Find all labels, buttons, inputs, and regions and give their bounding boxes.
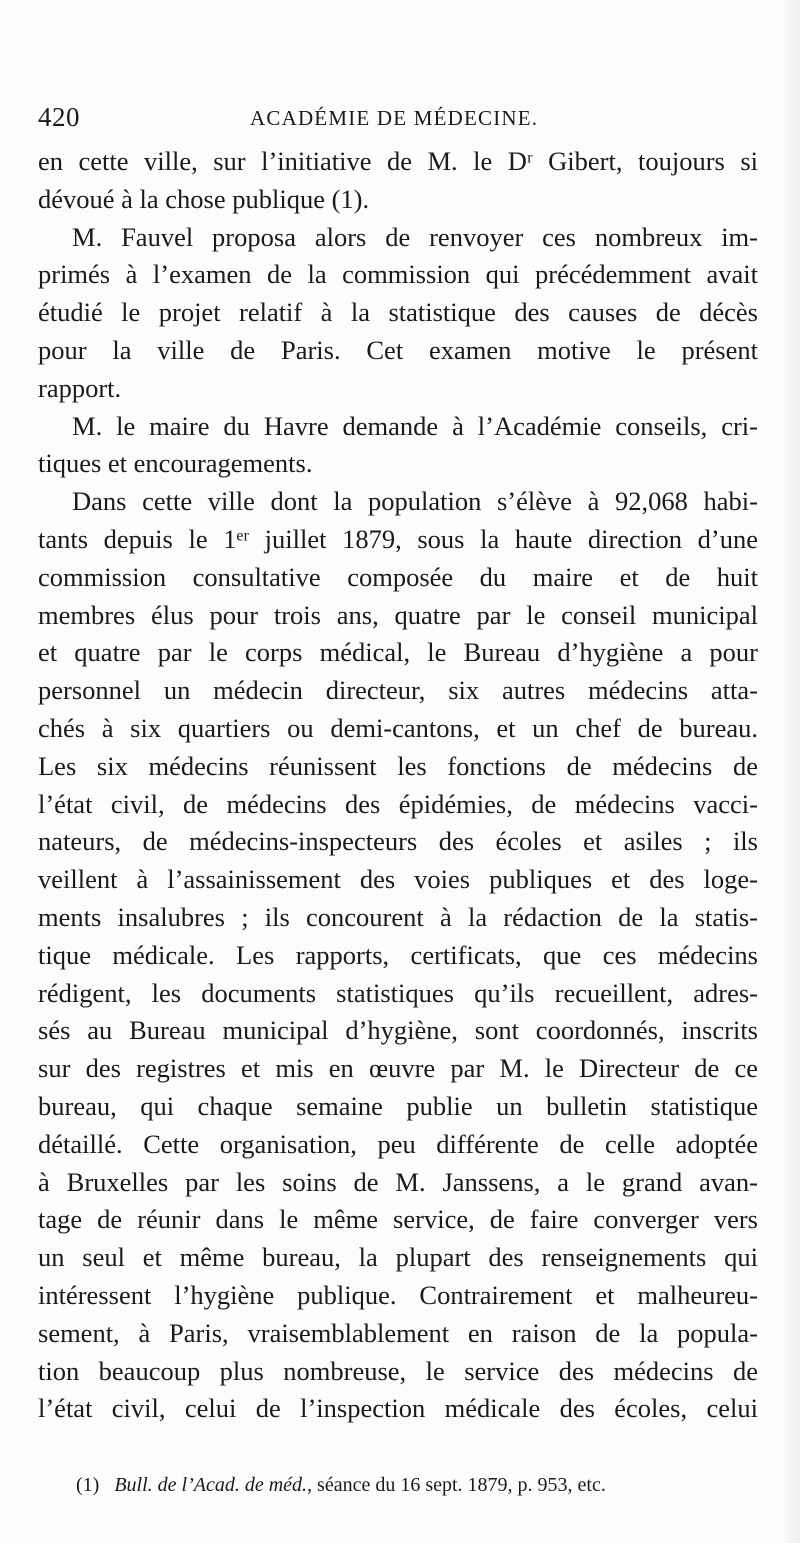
running-title: ACADÉMIE DE MÉDECINE. [250, 106, 539, 130]
footnote-source: Bull. de l’Acad. de méd., [114, 1474, 313, 1496]
page-header [38, 102, 758, 138]
page-number: 420 [38, 102, 80, 132]
text-line: ments insalubres ; ils concourent à la rédaction de la statis- [38, 901, 758, 932]
text-line: Les six médecins réunissent les fonctions de médecins de [38, 750, 758, 781]
text-line: étudié le projet relatif à la statistique des causes de décès [38, 297, 758, 328]
text-line: rédigent, les documents statistiques qu’ils recueillent, adres- [38, 977, 758, 1008]
text-line: commission consultative composée du maire et de huit [38, 561, 758, 592]
text-line: détaillé. Cette organisation, peu différente de celle adoptée [38, 1128, 758, 1159]
text-line: tants depuis le 1ᵉʳ juillet 1879, sous la haute direction d’une [38, 523, 758, 554]
text-line: sés au Bureau municipal d’hygiène, sont coordonnés, inscrits [38, 1015, 758, 1046]
text-line: bureau, qui chaque semaine publie un bulletin statistique [38, 1090, 758, 1121]
text-line: chés à six quartiers ou demi-cantons, et un chef de bureau. [38, 712, 758, 743]
text-line: personnel un médecin directeur, six autres médecins atta- [38, 675, 758, 706]
text-line: M. le maire du Havre demande à l’Académie conseils, cri- [72, 410, 758, 441]
text-line: sement, à Paris, vraisemblablement en raison de la popula- [38, 1317, 758, 1348]
text-line: intéressent l’hygiène publique. Contrairement et malheureu- [38, 1279, 758, 1310]
body-text [38, 143, 758, 1428]
text-line: tiques et encouragements. [38, 448, 313, 479]
text-line: M. Fauvel proposa alors de renvoyer ces nombreux im- [72, 221, 758, 252]
text-line: un seul et même bureau, la plupart des renseignements qui [38, 1242, 758, 1273]
text-line: tage de réunir dans le même service, de faire converger vers [38, 1204, 758, 1235]
footnote-marker: (1) [76, 1474, 100, 1496]
text-line: tion beaucoup plus nombreuse, le service des médecins de [38, 1355, 758, 1386]
text-line: rapport. [38, 372, 122, 403]
text-line: à Bruxelles par les soins de M. Janssens, a le grand avan- [38, 1166, 758, 1197]
text-line: veillent à l’assainissement des voies publiques et des loge- [38, 864, 758, 895]
text-line: primés à l’examen de la commission qui précédemment avait [38, 259, 758, 290]
text-line: en cette ville, sur l’initiative de M. le Dʳ Gibert, toujours si [38, 146, 758, 176]
text-line: et quatre par le corps médical, le Bureau d’hygiène a pour [38, 637, 758, 668]
footnote [76, 1474, 716, 1497]
text-line: l’état civil, celui de l’inspection médicale des écoles, celui [38, 1393, 758, 1424]
footnote-text: séance du 16 sept. 1879, p. 953, etc. [317, 1474, 606, 1496]
text-line: nateurs, de médecins-inspecteurs des écoles et asiles ; ils [38, 826, 758, 857]
text-line: dévoué à la chose publique (1). [38, 183, 370, 214]
text-line: tique médicale. Les rapports, certificats, que ces médecins [38, 939, 758, 970]
page-edge-shadow [782, 0, 800, 1543]
text-line: l’état civil, de médecins des épidémies, de médecins vacci- [38, 788, 758, 819]
text-line: membres élus pour trois ans, quatre par le conseil municipal [38, 599, 758, 630]
text-line: Dans cette ville dont la population s’élève à 92,068 habi- [72, 486, 758, 517]
text-line: pour la ville de Paris. Cet examen motive le présent [38, 334, 758, 365]
text-line: sur des registres et mis en œuvre par M. le Directeur de ce [38, 1053, 758, 1084]
